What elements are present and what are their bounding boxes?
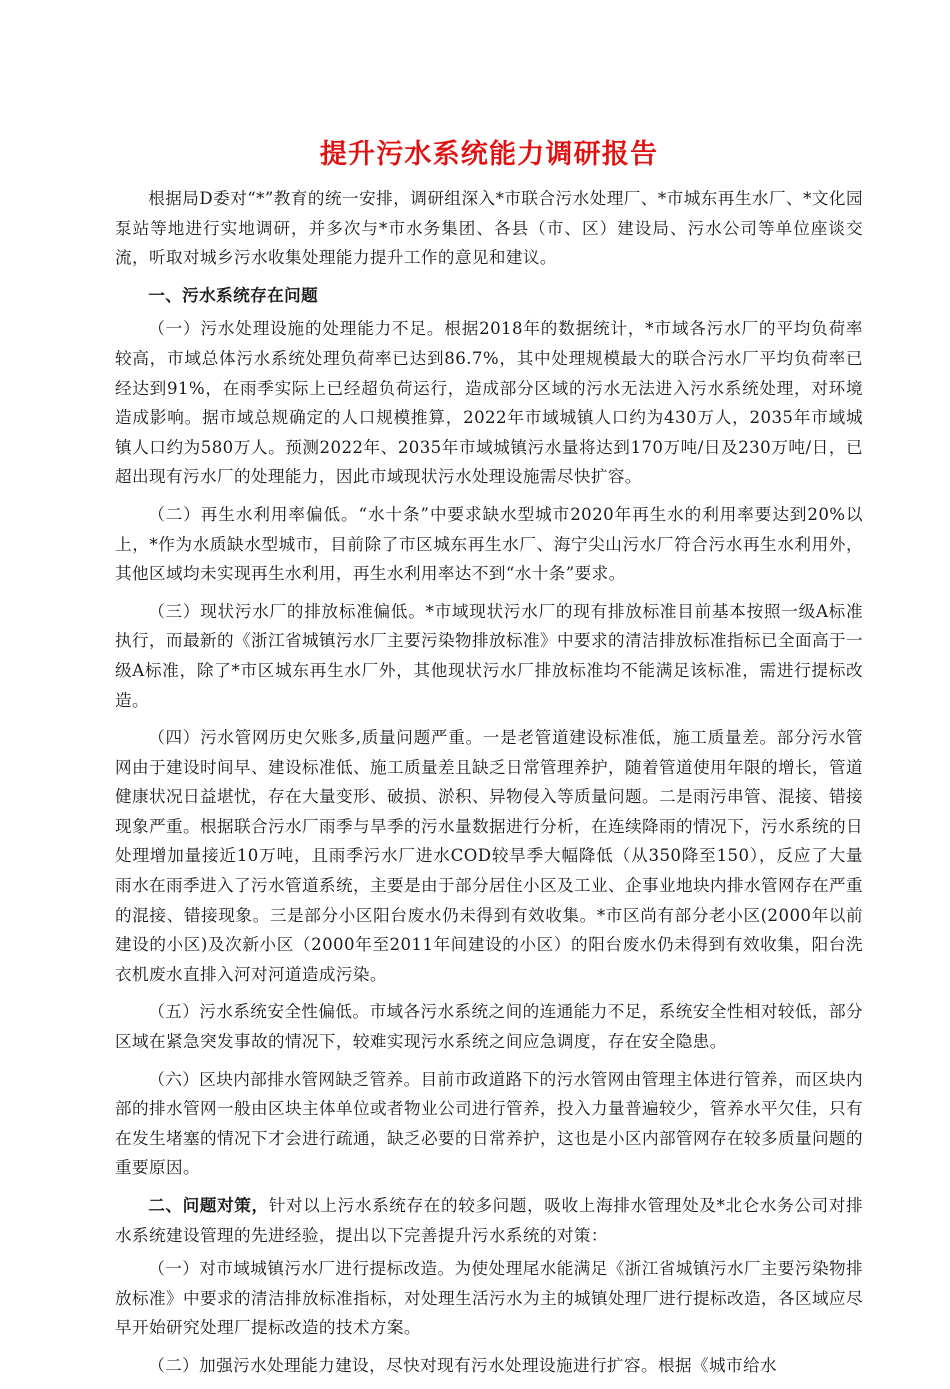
problem-paragraph-4: （四）污水管网历史欠账多,质量问题严重。一是老管道建设标准低，施工质量差。部分污水管网由于建设时间早、建设标准低、施工质量差且缺乏日常管理养护，随着管道使用年限的增长，管道健康状况日益堪忧，存在大量变形、破损、淤积、异物侵入等质量问题。二是雨污串管、混接、错接现象严重。根据联合污水厂雨季与旱季的污水量数据进行分析，在连续降雨的情况下，污水系统的日处理增加量接近10万吨，且雨季污水厂进水COD较旱季大幅降低（从350降至150），反应了大量雨水在雨季进入了污水管道系统，主要是由于部分居住小区及工业、企事业地块内排水管网存在严重的混接、错接现象。三是部分小区阳台废水仍未得到有效收集。*市区尚有部分老小区(2000年以前建设的小区)及次新小区（2000年至2011年间建设的小区）的阳台废水仍未得到有效收集，阳台洗衣机废水直排入河对河道造成污染。 bbox=[115, 728, 863, 984]
section-heading-countermeasures: 二、问题对策， bbox=[148, 1196, 269, 1215]
problem-paragraph-6: （六）区块内部排水管网缺乏管养。目前市政道路下的污水管网由管理主体进行管养，而区块内部的排水管网一般由区块主体单位或者物业公司进行管养，投入力量普遍较少，管养水平欠佳，只有在发生堵塞的情况下才会进行疏通，缺乏必要的日常养护，这也是小区内部管网存在较多质量问题的重要原因。 bbox=[115, 1069, 863, 1178]
problem-paragraph-3: （三）现状污水厂的排放标准偏低。*市域现状污水厂的现有排放标准目前基本按照一级A标准执行，而最新的《浙江省城镇污水厂主要污染物排放标准》中要求的清洁排放标准指标已全面高于一级A标准，除了*市区城东再生水厂外，其他现状污水厂排放标准均不能满足该标准，需进行提标改造。 bbox=[115, 601, 863, 710]
countermeasure-paragraph-2: （二）加强污水处理能力建设，尽快对现有污水处理设施进行扩容。根据《城市给水 bbox=[148, 1355, 777, 1375]
section-paragraph-countermeasures bbox=[115, 1191, 863, 1250]
section-heading-problems: 一、污水系统存在问题 bbox=[148, 285, 319, 305]
countermeasures-lead: 针对以上污水系统存在的较多问题，吸收上海排水管理处及*北仑水务公司对排水系统建设管理的先进经验，提出以下完善提升污水系统的对策： bbox=[115, 1196, 863, 1245]
problem-paragraph-5: （五）污水系统安全性偏低。市域各污水系统之间的连通能力不足，系统安全性相对较低，部分区域在紧急突发事故的情况下，较难实现污水系统之间应急调度，存在安全隐患。 bbox=[115, 1002, 863, 1052]
problem-paragraph-1: （一）污水处理设施的处理能力不足。根据2018年的数据统计，*市域各污水厂的平均负荷率较高，市域总体污水系统处理负荷率已达到86.7%，其中处理规模最大的联合污水厂平均负荷率已经达到91%，在雨季实际上已经超负荷运行，造成部分区域的污水无法进入污水系统处理，对环境造成影响。据市域总规确定的人口规模推算，2022年市域城镇人口约为430万人，2035年市域城镇人口约为580万人。预测2022年、2035年市域城镇污水量将达到170万吨/日及230万吨/日，已超出现有污水厂的处理能力，因此市域现状污水处理设施需尽快扩容。 bbox=[115, 319, 863, 487]
document-title: 提升污水系统能力调研报告 bbox=[319, 139, 659, 170]
countermeasure-paragraph-1: （一）对市域城镇污水厂进行提标改造。为使处理尾水能满足《浙江省城镇污水厂主要污染物排放标准》中要求的清洁排放标准指标，对处理生活污水为主的城镇处理厂进行提标改造，各区域应尽早开始研究处理厂提标改造的技术方案。 bbox=[115, 1259, 863, 1338]
document-page bbox=[115, 132, 863, 1389]
intro-paragraph: 根据局D委对“*”教育的统一安排，调研组深入*市联合污水处理厂、*市城东再生水厂、*文化园泵站等地进行实地调研，并多次与*市水务集团、各县（市、区）建设局、污水公司等单位座谈交流，听取对城乡污水收集处理能力提升工作的意见和建议。 bbox=[115, 189, 863, 268]
problem-paragraph-2: （二）再生水利用率偏低。“水十条”中要求缺水型城市2020年再生水的利用率要达到20%以上，*作为水质缺水型城市，目前除了市区城东再生水厂、海宁尖山污水厂符合污水再生水利用外，其他区域均未实现再生水利用，再生水利用率达不到“水十条”要求。 bbox=[115, 504, 863, 584]
